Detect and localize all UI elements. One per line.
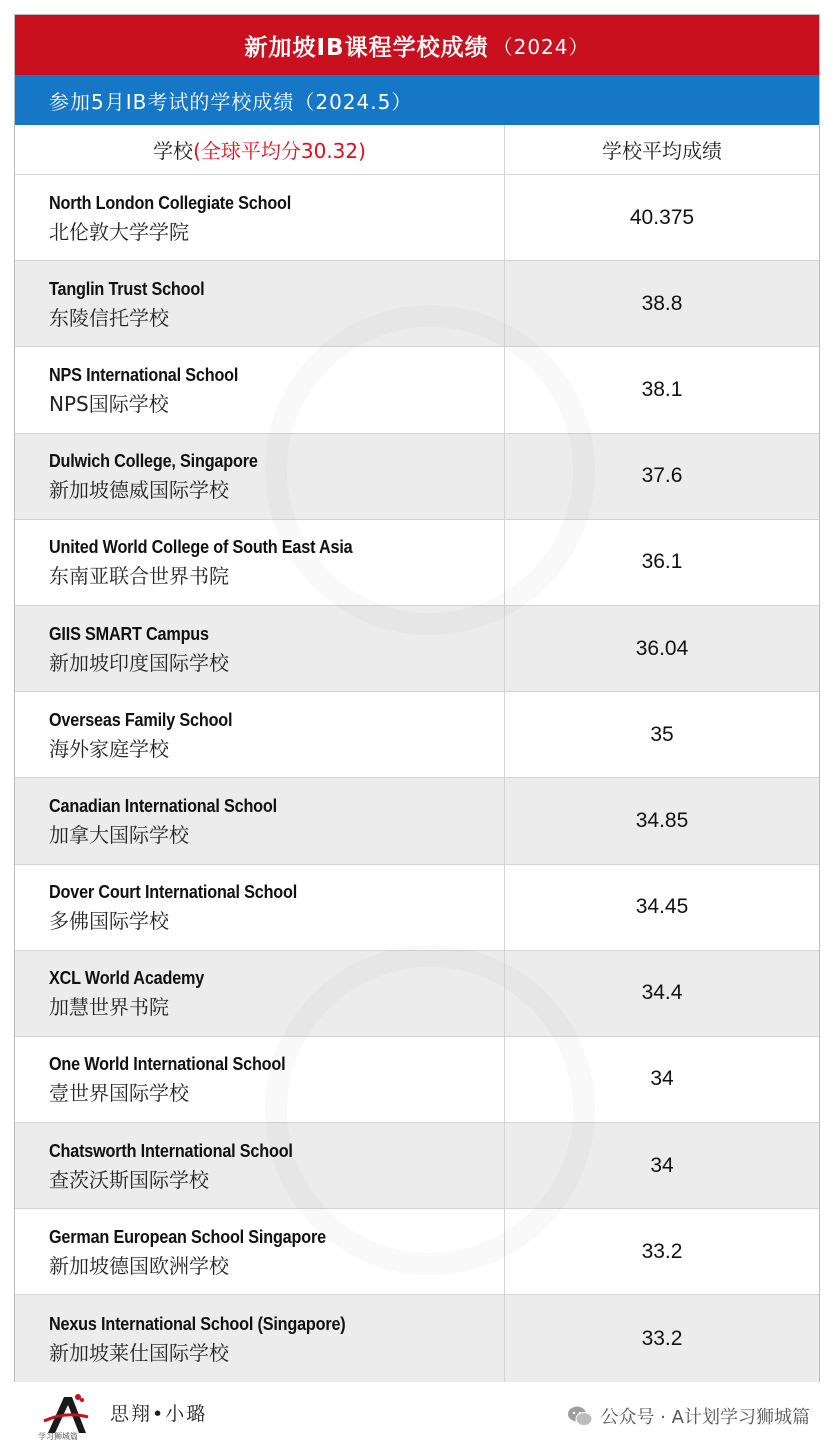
school-score: 36.04 [635,636,689,660]
school-name-cell [15,1123,505,1208]
table-row [15,175,819,261]
subtitle-text: 参加5月IB考试的学校成绩（2024.5） [49,89,413,114]
school-name-en: Tanglin Trust School [49,278,205,299]
school-name-cn: 加拿大国际学校 [49,822,189,847]
school-name-en: Overseas Family School [49,709,233,730]
header-school [15,125,505,174]
table-row [15,1037,819,1123]
school-name-cn: 壹世界国际学校 [49,1081,189,1106]
school-name-en: United World College of South East Asia [49,537,353,558]
school-name-en: GIIS SMART Campus [49,623,209,644]
table-row [15,261,819,347]
school-name-cn: 新加坡德国欧洲学校 [49,1253,229,1278]
school-name-cn: 东南亚联合世界书院 [49,564,229,589]
school-name-cn: 北伦敦大学学院 [49,219,189,244]
school-name-cn: 新加坡莱仕国际学校 [49,1340,229,1365]
school-score: 35 [650,722,674,746]
account-label [567,1403,810,1429]
school-score: 34.85 [635,808,689,832]
school-name-cn: 东陵信托学校 [49,305,169,330]
table-header [15,125,819,175]
school-name-cn: 查茨沃斯国际学校 [49,1167,209,1192]
school-name-en: Nexus International School (Singapore) [49,1313,346,1334]
table-row [15,606,819,692]
table-row [15,865,819,951]
header-global-average-note: (全球平均分30.32) [193,139,366,163]
school-name-en: One World International School [49,1054,286,1075]
school-name-cell [15,520,505,605]
table-body [15,175,819,1382]
school-score: 34 [650,1067,674,1091]
signature: 思翔•小璐 [110,1403,208,1425]
header-score [505,125,819,174]
school-name-cell [15,434,505,519]
school-score: 36.1 [641,550,683,574]
school-name-cell [15,865,505,950]
table-row [15,951,819,1037]
title-text: 新加坡IB课程学校成绩 [244,34,489,61]
school-score: 33.2 [641,1326,683,1350]
school-name-en: Dulwich College, Singapore [49,451,258,472]
school-name-cell [15,1037,505,1122]
school-score: 34 [650,1153,674,1177]
school-name-cn: 新加坡印度国际学校 [49,650,229,675]
footer [14,1383,820,1445]
school-name-en: NPS International School [49,364,239,385]
school-name-cell [15,1209,505,1294]
school-name-cn: NPS国际学校 [49,391,169,416]
title-year: （2024） [492,34,590,59]
school-name-en: Dover Court International School [49,882,298,903]
school-name-cn: 加慧世界书院 [49,995,169,1020]
school-name-en: German European School Singapore [49,1226,326,1247]
logo-caption: 学习狮城篇 [38,1432,78,1441]
school-name-cell [15,1295,505,1381]
table-row [15,1123,819,1209]
subtitle [15,75,819,125]
results-table [14,14,820,1382]
account-text: 公众号 · A计划学习狮城篇 [600,1407,810,1428]
header-score-label: 学校平均成绩 [602,139,722,163]
school-score: 37.6 [641,464,683,488]
school-name-cell [15,692,505,777]
wechat-icon [567,1405,593,1427]
table-row [15,434,819,520]
page-title [15,15,819,75]
school-score: 38.8 [641,291,683,315]
school-name-cell [15,347,505,432]
table-row [15,520,819,606]
table-row [15,347,819,433]
school-name-en: North London Collegiate School [49,192,292,213]
school-name-en: Canadian International School [49,795,277,816]
school-name-cell [15,175,505,260]
school-name-cn: 多佛国际学校 [49,909,169,934]
table-row [15,1295,819,1381]
table-row [15,1209,819,1295]
school-name-cell [15,261,505,346]
school-score: 40.375 [629,205,695,229]
table-row [15,778,819,864]
school-name-cn: 新加坡德威国际学校 [49,478,229,503]
school-score: 34.45 [635,895,689,919]
school-name-en: Chatsworth International School [49,1140,293,1161]
school-name-cell [15,606,505,691]
school-name-en: XCL World Academy [49,968,205,989]
school-score: 33.2 [641,1239,683,1263]
school-score: 34.4 [641,981,683,1005]
school-name-cell [15,778,505,863]
header-school-label: 学校 [153,139,194,163]
school-score: 38.1 [641,377,683,401]
school-name-cn: 海外家庭学校 [49,736,169,761]
table-row [15,692,819,778]
school-name-cell [15,951,505,1036]
